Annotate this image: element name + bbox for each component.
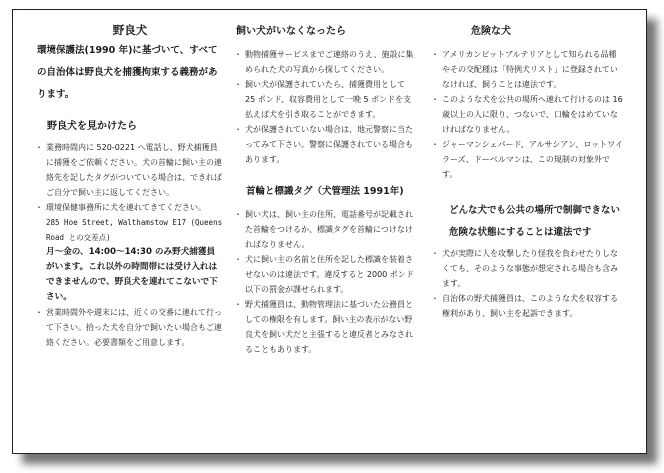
list-item: ・ アメリカンピットブルテリアとして知られる品種やその交配種は「特例犬リスト」に登録されていなければ、飼うことは違法です。 xyxy=(433,47,623,92)
heading-if-you-see-stray: 野良犬を見かけたら xyxy=(47,121,137,132)
dangerous-dog-list xyxy=(433,47,623,182)
list-item: ・ 飼い犬は、飼い主の住所、電話番号が記載された首輪をつけるか、標識タグを首輪につけなければなりません。 xyxy=(236,207,416,252)
leaflet-page xyxy=(12,9,647,454)
list-item: ・ 犬に飼い主の名前と住所を記した標識を装着させないのは違法です。違反すると 2000 ポンド以下の罰金が課せられます。 xyxy=(236,252,416,297)
column-dangerous-dogs xyxy=(433,10,623,321)
heading-stray-dogs: 野良犬 xyxy=(112,23,148,37)
stray-dog-list-2 xyxy=(37,305,223,350)
collar-tag-list xyxy=(236,207,416,357)
uncontrolled-dog-list xyxy=(433,246,623,321)
list-item: ・ 環境保健事務所に犬を連れてきてください。 xyxy=(37,200,223,215)
lost-dog-list xyxy=(236,47,416,167)
list-item: ・ 自治体の野犬捕獲員は、このような犬を収容する権利があり、飼い主を起訴できます。 xyxy=(433,291,623,321)
office-hours: 月～金の、14:00～14:30 のみ野犬捕獲員がいます。これ以外の時間帯には受け入れはできませんので、野良犬を連れてこないで下さい。 xyxy=(46,247,218,302)
list-item: ・ 犬が実際に人を攻撃したり怪我を負わせたりしなくても、そのような事態が想定される場合も含みます。 xyxy=(433,246,623,291)
list-item: ・ 犬が保護されていない場合は、地元警察に当たってみて下さい。警察に保護されている場合もあります。 xyxy=(236,122,416,167)
column-stray-dogs xyxy=(37,10,223,350)
stray-dog-list xyxy=(37,140,223,215)
office-address: 285 Hoe Street, Walthamstow E17 (Queens Road との交差点) xyxy=(46,218,223,242)
intro-paragraph: 環境保護法(1990 年)に基づいて、すべての自治体は野良犬を捕獲拘束する義務があります。 xyxy=(37,45,218,100)
list-item: ・ 飼い犬が保護されていたら、捕獲費用として 25 ポンド、収容費用として一晩 5 ポンドを支払えば犬を引き取ることができます。 xyxy=(236,77,416,122)
heading-uncontrolled-dogs: どんな犬でも公共の場所で制御できない危険な状態にすることは違法です xyxy=(449,205,621,238)
list-item: ・ ジャーマンシェパード、アルサシアン、ロットワイラーズ、ドーベルマンは、この規制の対象外です。 xyxy=(433,137,623,182)
column-lost-dog xyxy=(236,10,416,357)
list-item: ・ 業務時間内に 520-0221 へ電話し、野犬捕獲員に捕獲をご依頼ください。犬の首輪に飼い主の連絡先を記したタグがついている場合は、できればご自分で飼い主に返してください。 xyxy=(37,140,223,200)
heading-collar-tag: 首輪と標識タグ（犬管理法 1991年) xyxy=(246,186,404,197)
list-item: ・ 動物捕獲サービスまでご連絡のうえ、施設に集められた犬の写真から探してください。 xyxy=(236,47,416,77)
heading-dangerous-dogs: 危険な犬 xyxy=(471,26,511,37)
list-item: ・ 野犬捕獲員は、動物管理法に基づいた公務員としての権限を有します。飼い主の表示がない野良犬を飼い犬だと主張すると違反者とみなされることもあります。 xyxy=(236,297,416,357)
heading-lost-dog: 飼い犬がいなくなったら xyxy=(236,26,346,37)
list-item: ・ このような犬を公共の場所へ連れて行けるのは 16 歳以上の人に限り、つないで、口輪をはめていなければなりません。 xyxy=(433,92,623,137)
list-item: ・ 営業時間外や週末には、近くの交番に連れて行って下さい。拾った犬を自分で飼いたい場合もご連絡ください。必要書類をご用意します。 xyxy=(37,305,223,350)
